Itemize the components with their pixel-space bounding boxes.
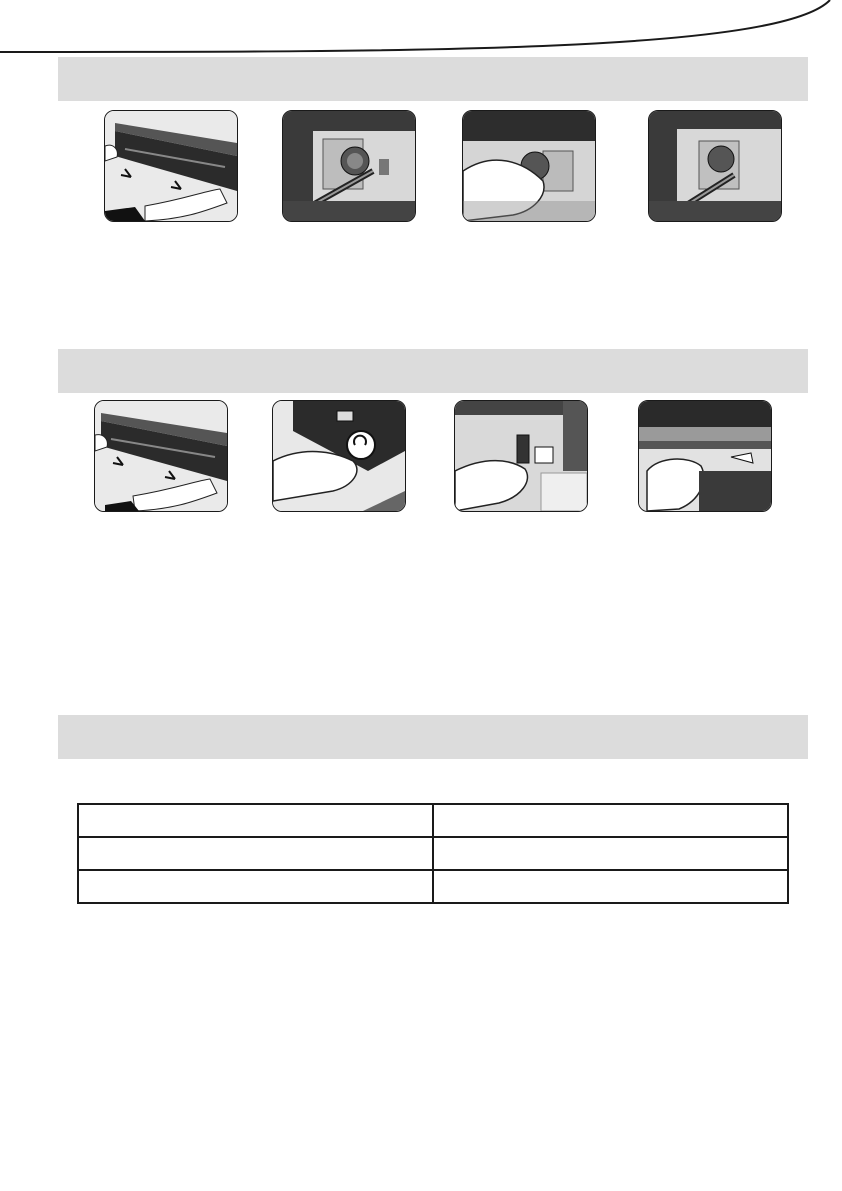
table-row [78, 837, 788, 870]
section-header-3 [58, 715, 808, 759]
illustration-remove-blade [638, 400, 772, 512]
table-cell [433, 804, 788, 837]
section-header-2 [58, 349, 808, 393]
section-header-1 [58, 57, 808, 101]
illustration-pull-lid-1 [104, 110, 238, 222]
spec-table [77, 803, 789, 904]
illustration-pull-lid-2 [94, 400, 228, 512]
table-cell [433, 870, 788, 903]
table-row [78, 870, 788, 903]
table-row [78, 804, 788, 837]
illustration-pin-fingers [454, 400, 588, 512]
table-cell [433, 837, 788, 870]
illustration-knob-fingers-1 [462, 110, 596, 222]
remove-blade-drawing [639, 401, 771, 511]
illustration-screwdriver-2 [648, 110, 782, 222]
illustration-side-cap [272, 400, 406, 512]
table-cell [78, 870, 433, 903]
illustration-screwdriver-1 [282, 110, 416, 222]
screwdriver-closeup-drawing [649, 111, 781, 221]
table-cell [78, 804, 433, 837]
pin-fingers-drawing [455, 401, 587, 511]
side-cap-drawing [273, 401, 405, 511]
knob-fingers-drawing [463, 111, 595, 221]
lid-pull-drawing [105, 111, 237, 221]
table-cell [78, 837, 433, 870]
lid-pull-drawing-2 [95, 401, 227, 511]
screwdriver-drawing [283, 111, 415, 221]
